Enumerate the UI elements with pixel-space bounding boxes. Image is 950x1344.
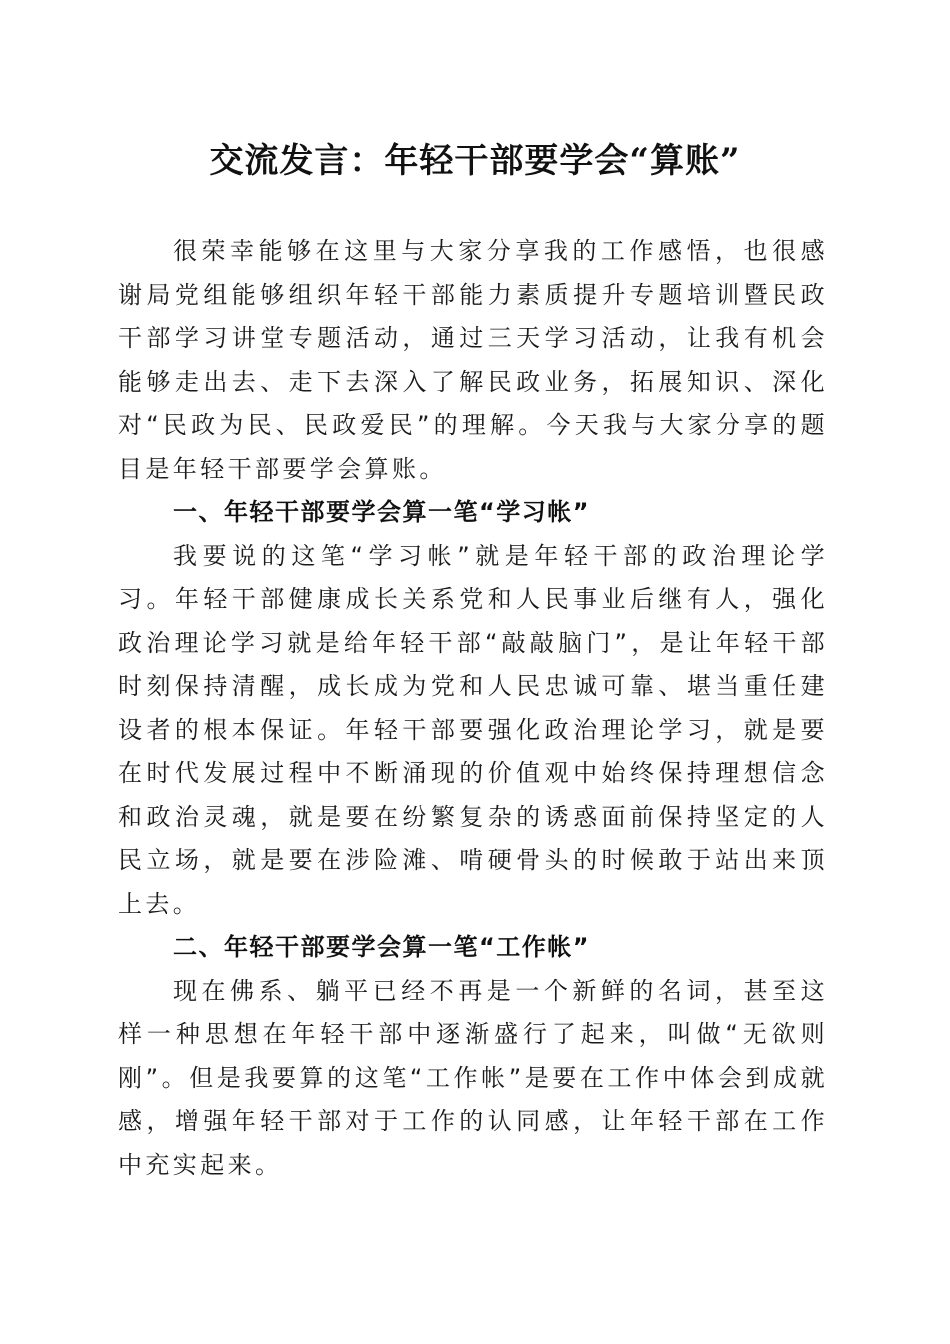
section-heading-2: 二、年轻干部要学会算一笔“工作帐” xyxy=(173,933,591,961)
document-body xyxy=(118,230,828,1187)
paragraph-work: 现在佛系、躺平已经不再是一个新鲜的名词，甚至这样一种思想在年轻干部中逐渐盛行了起来，叫做“无欲则刚”。但是我要算的这笔“工作帐”是要在工作中体会到成就感，增强年轻干部对于工作的认同感，让年轻干部在工作中充实起来。 xyxy=(118,976,828,1179)
paragraph-study: 我要说的这笔“学习帐”就是年轻干部的政治理论学习。年轻干部健康成长关系党和人民事业后继有人，强化政治理论学习就是给年轻干部“敲敲脑门”，是让年轻干部时刻保持清醒，成长成为党和人民忠诚可靠、堪当重任建设者的根本保证。年轻干部要强化政治理论学习，就是要在时代发展过程中不断涌现的价值观中始终保持理想信念和政治灵魂，就是要在纷繁复杂的诱惑面前保持坚定的人民立场，就是要在涉险滩、啃硬骨头的时候敢于站出来顶上去。 xyxy=(118,541,828,918)
paragraph-intro: 很荣幸能够在这里与大家分享我的工作感悟，也很感谢局党组能够组织年轻干部能力素质提升专题培训暨民政干部学习讲堂专题活动，通过三天学习活动，让我有机会能够走出去、走下去深入了解民政业务，拓展知识、深化对“民政为民、民政爱民”的理解。今天我与大家分享的题目是年轻干部要学会算账。 xyxy=(118,237,828,483)
section-heading-1: 一、年轻干部要学会算一笔“学习帐” xyxy=(173,498,591,526)
page-title: 交流发言：年轻干部要学会“算账” xyxy=(209,141,741,181)
